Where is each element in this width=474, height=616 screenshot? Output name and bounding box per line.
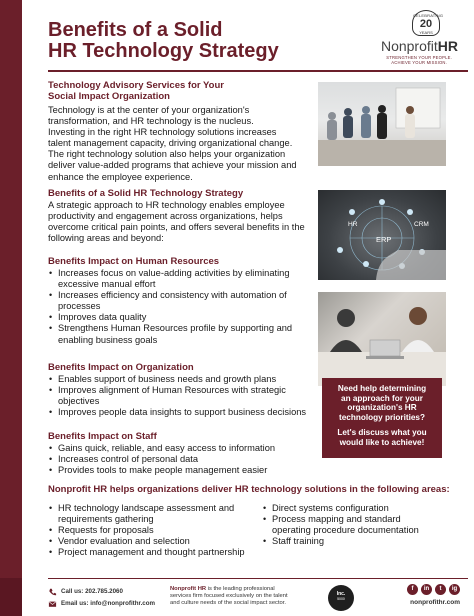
list-item xyxy=(262,536,467,547)
cta-line: Need help determining xyxy=(337,384,427,393)
list-item-line: • Requests for proposals xyxy=(58,525,154,536)
hr-impact-heading: Benefits Impact on Human Resources xyxy=(48,256,220,267)
org-impact-section xyxy=(48,362,314,418)
hr-impact-section xyxy=(48,256,310,346)
footer-contact xyxy=(48,586,168,610)
intro-heading-line-1: Technology Advisory Services for Your xyxy=(48,80,224,91)
badge-number: 20 xyxy=(419,18,433,30)
list-item-line: • Increases focus on value-adding activities by eliminating xyxy=(58,268,290,278)
website-link[interactable]: nonprofithr.com xyxy=(410,599,460,606)
team-meeting-photo xyxy=(318,82,446,166)
hr-impact-list xyxy=(48,268,310,346)
areas-right-column xyxy=(262,503,467,547)
list-item xyxy=(48,323,310,345)
staff-impact-section xyxy=(48,431,310,476)
intro-line: enhance the employee experience. xyxy=(48,171,193,182)
footer-divider xyxy=(48,578,468,579)
intro-paragraph xyxy=(48,105,310,183)
list-item xyxy=(48,268,310,290)
logo-tagline-line-1: STRENGTHEN YOUR PEOPLE. xyxy=(386,55,452,60)
logo-tagline-line-2: ACHIEVE YOUR MISSION. xyxy=(391,60,448,65)
badge-bottom-text: YEARS xyxy=(419,30,433,35)
list-item-line: objectives xyxy=(58,396,100,407)
linkedin-icon[interactable]: in xyxy=(421,584,432,595)
list-item-line: • Project management and thought partnership xyxy=(58,547,245,558)
list-item-line: • Improves alignment of Human Resources with strategic xyxy=(58,385,286,396)
list-item xyxy=(48,407,314,418)
intro-heading xyxy=(48,80,310,102)
phone-icon xyxy=(48,588,57,596)
intro-line: talent management capacity, driving organizational change. xyxy=(48,138,293,149)
logo-wordmark xyxy=(381,38,458,54)
footer-email-text: Email us: info@nonprofithr.com xyxy=(61,600,156,607)
cta-line: an approach for your xyxy=(341,393,423,403)
facebook-icon[interactable]: f xyxy=(407,584,418,595)
footer-about-line-3: and culture needs of the social impact sector. xyxy=(170,600,287,606)
benefits-line: overcome critical pain points, and offers several benefits in the xyxy=(48,222,305,233)
seal-top-text: Inc. xyxy=(336,591,346,597)
list-item xyxy=(262,514,467,536)
footer-email[interactable] xyxy=(48,598,168,610)
list-item-line: enabling business goals xyxy=(58,334,158,345)
left-accent-band-bottom xyxy=(0,578,22,616)
footer-about-brand: Nonprofit HR xyxy=(170,586,207,592)
intro-section xyxy=(48,80,310,183)
cta-line: technology priorities? xyxy=(339,412,425,422)
list-item-line: • Staff training xyxy=(272,536,325,547)
list-item xyxy=(48,374,314,385)
logo-tagline xyxy=(386,55,452,65)
list-item-line: • Process mapping and standard xyxy=(272,514,401,525)
logo-word-regular: Nonprofit xyxy=(380,38,438,54)
list-item-line: • Strengthens Human Resources profile by supporting and xyxy=(58,323,293,334)
list-item-line: • Direct systems configuration xyxy=(272,503,389,513)
intro-line: Investing in the right HR technology solutions increases xyxy=(48,127,277,138)
seal-bottom-text: 5000 xyxy=(337,597,345,601)
staff-impact-heading: Benefits Impact on Staff xyxy=(48,431,157,442)
org-impact-list xyxy=(48,374,314,418)
intro-line: Technology is at the center of your organization's xyxy=(48,105,250,115)
left-accent-band xyxy=(0,0,22,616)
cta-line: organization's HR xyxy=(347,403,417,413)
erp-label: ERP xyxy=(376,235,392,244)
list-item xyxy=(48,312,310,323)
intro-line: The right technology solution also helps your organization xyxy=(48,149,286,160)
benefits-section xyxy=(48,188,316,244)
page-title-line-1: Benefits of a Solid xyxy=(48,19,223,41)
twitter-icon[interactable]: t xyxy=(435,584,446,595)
anniversary-badge-icon xyxy=(412,10,444,36)
areas-right-list xyxy=(262,503,467,547)
benefits-paragraph xyxy=(48,200,316,244)
team-meeting-illustration xyxy=(318,82,446,166)
header-divider xyxy=(48,70,468,72)
footer-links xyxy=(360,584,460,606)
list-item-line: requirements gathering xyxy=(58,514,154,525)
list-item-line: • Increases efficiency and consistency with automation of xyxy=(58,290,287,301)
header xyxy=(34,8,468,70)
list-item xyxy=(48,290,310,312)
benefits-heading: Benefits of a Solid HR Technology Strategy xyxy=(48,188,244,199)
intro-heading-line-2: Social Impact Organization xyxy=(48,91,170,102)
social-icons xyxy=(360,584,460,595)
page-title xyxy=(48,20,279,62)
page-title-line-2: HR Technology Strategy xyxy=(48,40,279,62)
instagram-icon[interactable]: ig xyxy=(449,584,460,595)
intro-line: deliver value-added programs that achieve your mission and xyxy=(48,160,297,171)
email-icon xyxy=(48,600,57,608)
footer-about-text: is the leading professional xyxy=(206,586,275,592)
list-item xyxy=(48,547,253,558)
list-item-line: • Improves people data insights to support business decisions xyxy=(58,407,307,418)
org-impact-heading: Benefits Impact on Organization xyxy=(48,362,194,373)
list-item-line: processes xyxy=(58,301,101,312)
list-item-line: • Provides tools to make people management easier xyxy=(58,465,268,476)
logo-word-bold: HR xyxy=(437,38,458,54)
laptop-discussion-photo xyxy=(318,292,446,386)
staff-impact-list xyxy=(48,443,310,476)
list-item xyxy=(48,536,253,547)
contact-cta-box[interactable] xyxy=(322,378,442,458)
nonprofit-hr-logo xyxy=(342,8,462,66)
list-item xyxy=(48,454,310,465)
cta-line: would like to achieve! xyxy=(339,437,425,447)
areas-heading: Nonprofit HR helps organizations deliver HR technology solutions in the following areas: xyxy=(48,484,450,495)
list-item-line: • Gains quick, reliable, and easy access to information xyxy=(58,443,276,453)
list-item xyxy=(48,465,310,476)
list-item-line: • Increases control of personal data xyxy=(58,454,199,465)
footer-about-line-1 xyxy=(170,586,320,593)
list-item-line: • HR technology landscape assessment and xyxy=(58,503,235,513)
list-item xyxy=(48,443,310,454)
crm-label: CRM xyxy=(414,221,429,228)
benefits-line: productivity and engagement across organizations, helps xyxy=(48,211,283,222)
laptop-discussion-illustration xyxy=(318,292,446,386)
list-item-line: • Vendor evaluation and selection xyxy=(58,536,190,547)
list-item xyxy=(48,503,253,525)
inc-5000-seal-icon xyxy=(328,585,354,611)
benefits-line: A strategic approach to HR technology enables employee xyxy=(48,200,285,210)
list-item xyxy=(262,503,467,514)
list-item xyxy=(48,525,253,536)
footer-about-line-2: services firm focused exclusively on the talent xyxy=(170,593,288,599)
footer-phone[interactable] xyxy=(48,586,168,598)
badge-top-text: CELEBRATING xyxy=(413,13,444,18)
list-item-line: • Enables support of business needs and growth plans xyxy=(58,374,277,384)
footer-about xyxy=(170,586,320,607)
cta-line: Let's discuss what you xyxy=(337,428,427,438)
list-item-line: excessive manual effort xyxy=(58,279,156,290)
areas-left-list xyxy=(48,503,253,558)
intro-line: transformation, and HR technology is the nucleus. xyxy=(48,116,254,127)
areas-left-column xyxy=(48,503,253,558)
footer-phone-text: Call us: 202.785.2060 xyxy=(61,588,123,595)
hr-network-illustration xyxy=(318,190,446,280)
list-item xyxy=(48,385,314,407)
benefits-line: following areas and beyond: xyxy=(48,233,164,244)
list-item-line: • Improves data quality xyxy=(58,312,147,323)
hr-label: HR xyxy=(348,221,358,228)
list-item-line: operating procedure documentation xyxy=(272,525,419,536)
hr-technology-network-image xyxy=(318,190,446,280)
